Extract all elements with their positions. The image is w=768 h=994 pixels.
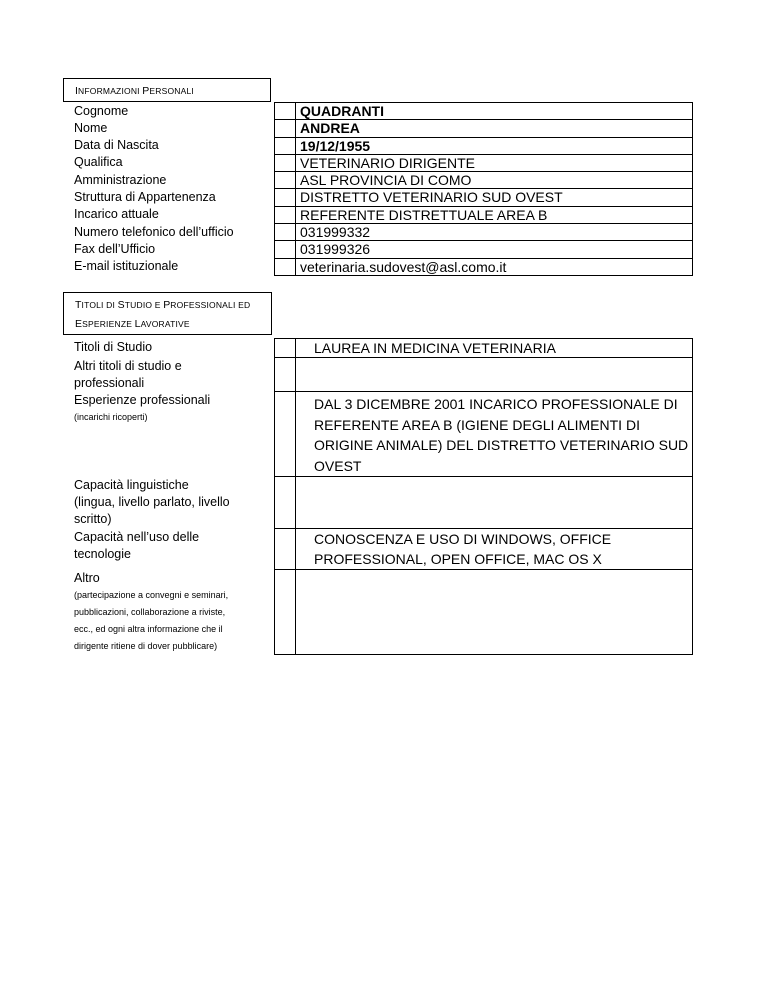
altro-note-line4: dirigente ritiene di dover pubblicare)	[74, 640, 218, 651]
field-label: Incarico attuale	[74, 207, 159, 222]
table-row	[72, 241, 693, 258]
table-row	[72, 120, 693, 137]
spacer-cell	[275, 358, 296, 392]
spacer-cell	[275, 154, 296, 171]
titles-experience-table	[72, 338, 693, 655]
field-value: DISTRETTO VETERINARIO SUD OVEST	[296, 189, 693, 206]
esperienze-note: (incarichi ricoperti)	[74, 411, 148, 422]
altro-note-line2: pubblicazioni, collaborazione a riviste,	[74, 606, 226, 617]
field-value: 031999326	[296, 241, 693, 258]
spacer-cell	[275, 477, 296, 529]
table-row	[72, 137, 693, 154]
table-row	[72, 258, 693, 275]
esperienze-value: DAL 3 DICEMBRE 2001 INCARICO PROFESSIONALE DI REFERENTE AREA B (IGIENE DEGLI ALIMENTI DI ORIGINE ANIMALE) DEL DISTRETTO VETERINARIO SUD OVEST	[314, 396, 689, 474]
lingue-label-line3: scritto)	[74, 511, 112, 526]
table-row-tecnologie	[72, 529, 693, 570]
table-row-esperienze	[72, 392, 693, 477]
field-label: Data di Nascita	[74, 138, 159, 153]
tecnologie-value: CONOSCENZA E USO DI WINDOWS, OFFICE PROFESSIONAL, OPEN OFFICE, MAC OS X	[314, 531, 612, 567]
section-header-line-1: TITOLI DI STUDIO E PROFESSIONALI ED	[75, 299, 251, 311]
field-value: veterinaria.sudovest@asl.como.it	[296, 258, 693, 275]
field-value: 19/12/1955	[296, 137, 693, 154]
field-value: QUADRANTI	[296, 103, 693, 120]
field-label: Nome	[74, 120, 108, 135]
altro-note-line1: (partecipazione a convegni e seminari,	[74, 589, 229, 600]
table-row	[72, 103, 693, 120]
spacer-cell	[275, 206, 296, 223]
tecnologie-label-line1: Capacità nell’uso delle	[74, 529, 200, 544]
field-value: ANDREA	[296, 120, 693, 137]
altri-titoli-label-line1: Altri titoli di studio e	[74, 358, 182, 373]
field-label: E-mail istituzionale	[74, 259, 179, 274]
spacer-cell	[275, 339, 296, 358]
tecnologie-label-line2: tecnologie	[74, 546, 131, 561]
field-label: Struttura di Appartenenza	[74, 189, 216, 204]
field-label: Cognome	[74, 103, 129, 118]
table-row	[72, 189, 693, 206]
section-header-line-2: ESPERIENZE LAVORATIVE	[75, 318, 190, 330]
field-value: ASL PROVINCIA DI COMO	[296, 172, 693, 189]
esperienze-label: Esperienze professionali	[74, 392, 211, 407]
spacer-cell	[275, 392, 296, 477]
spacer-cell	[275, 570, 296, 655]
lingue-label-line2: (lingua, livello parlato, livello	[74, 494, 230, 509]
altro-note-line3: ecc., ed ogni altra informazione che il	[74, 623, 223, 634]
field-label: Numero telefonico dell’ufficio	[74, 224, 234, 239]
spacer-cell	[275, 137, 296, 154]
spacer-cell	[275, 241, 296, 258]
table-row	[72, 206, 693, 223]
spacer-cell	[275, 529, 296, 570]
table-row-titoli	[72, 339, 693, 358]
field-label: Amministrazione	[74, 172, 167, 187]
table-row	[72, 224, 693, 241]
altri-titoli-label-line2: professionali	[74, 375, 145, 390]
field-value: REFERENTE DISTRETTUALE AREA B	[296, 206, 693, 223]
section-header-informazioni-personali	[63, 78, 271, 102]
field-value: 031999332	[296, 224, 693, 241]
spacer-cell	[275, 103, 296, 120]
table-row-lingue	[72, 477, 693, 529]
titoli-value: LAUREA IN MEDICINA VETERINARIA	[314, 340, 556, 356]
personal-info-table	[72, 102, 693, 276]
table-row-altri-titoli	[72, 358, 693, 392]
section-header-text: INFORMAZIONI PERSONALI	[75, 85, 194, 97]
section-header-titoli-esperienze	[63, 292, 272, 335]
spacer-cell	[275, 258, 296, 275]
altro-label: Altro	[74, 570, 100, 585]
spacer-cell	[275, 120, 296, 137]
field-label: Fax dell’Ufficio	[74, 241, 156, 256]
field-value: VETERINARIO DIRIGENTE	[296, 154, 693, 171]
titoli-label: Titoli di Studio	[74, 339, 153, 354]
table-row-altro	[72, 570, 693, 655]
lingue-label-line1: Capacità linguistiche	[74, 477, 189, 492]
table-row	[72, 154, 693, 171]
field-label: Qualifica	[74, 155, 123, 170]
spacer-cell	[275, 189, 296, 206]
spacer-cell	[275, 224, 296, 241]
spacer-cell	[275, 172, 296, 189]
table-row	[72, 172, 693, 189]
